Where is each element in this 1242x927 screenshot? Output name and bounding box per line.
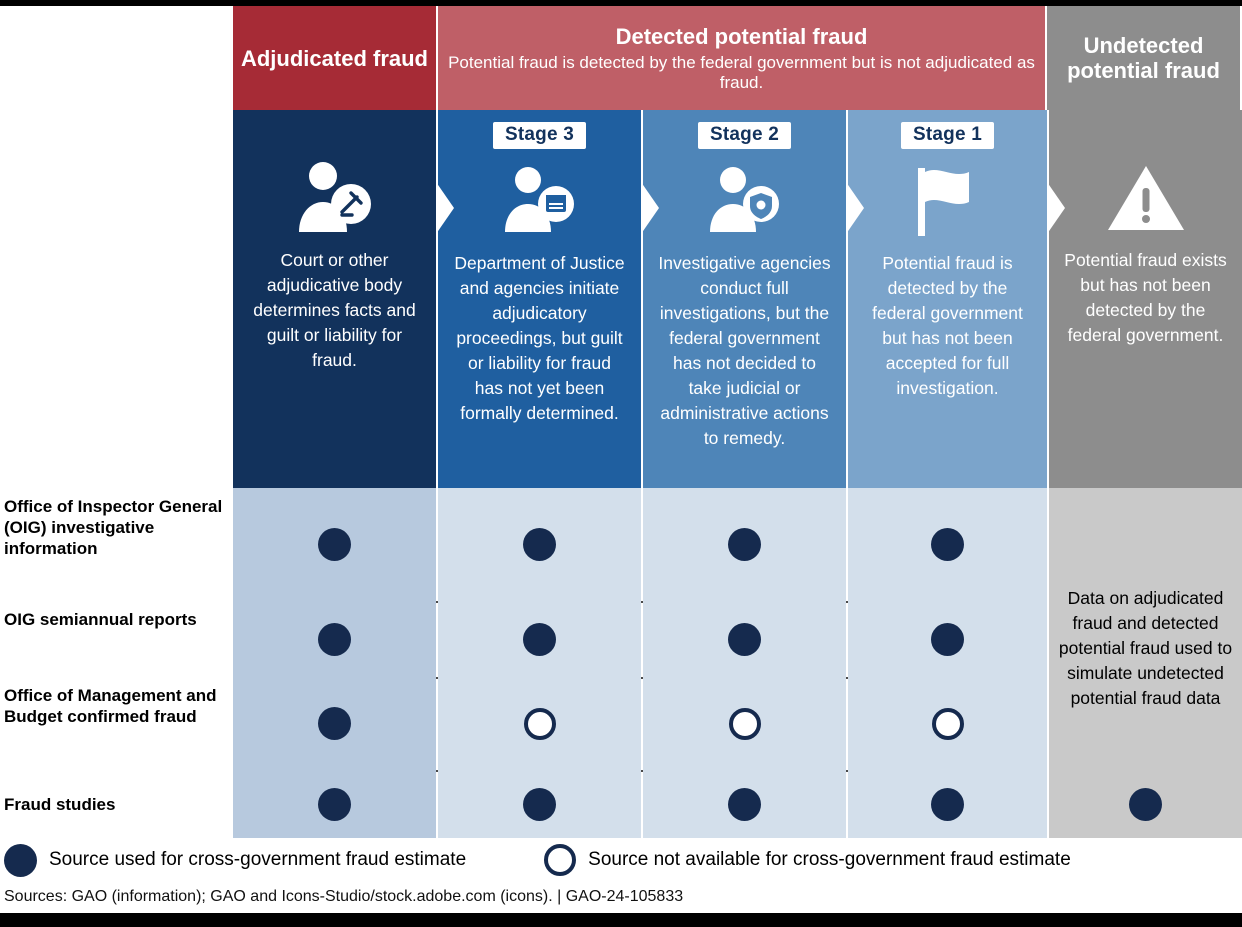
- warning-triangle-icon: [1104, 148, 1188, 248]
- stage-column-stage1: [848, 110, 1047, 488]
- header-adjudicated-fraud: [233, 6, 436, 110]
- open-dot-icon: [544, 844, 576, 876]
- person-shield-icon: [699, 151, 791, 251]
- table-row: [0, 601, 1242, 677]
- stage-description-row: [233, 110, 1242, 488]
- bottom-border-band: [0, 913, 1242, 927]
- header-detected-title: Detected potential fraud: [615, 23, 868, 49]
- filled-dot-icon: [523, 788, 556, 821]
- filled-dot-icon: [318, 623, 351, 656]
- stage-description-undetected: Potential fraud exists but has not been detected by the federal government.: [1064, 250, 1227, 345]
- legend-item-open: [544, 844, 1071, 876]
- matrix-grid: [0, 6, 1242, 906]
- filled-dot-icon: [931, 528, 964, 561]
- filled-dot-icon: [728, 623, 761, 656]
- stage-badge-2: Stage 2: [698, 122, 791, 149]
- cell-omb-undetected: [1049, 677, 1242, 770]
- cell-omb-stage3: [438, 677, 641, 770]
- open-dot-icon: [729, 708, 761, 740]
- cell-omb-stage2: [643, 677, 846, 770]
- cell-oig-semiannual-undetected: [1049, 601, 1242, 677]
- cell-oig-investigative-stage1: [848, 488, 1047, 601]
- row-label-fraud-studies: Fraud studies: [0, 770, 233, 838]
- stage-column-stage3: [438, 110, 641, 488]
- gavel-person-icon: [289, 148, 381, 248]
- cell-oig-semiannual-stage2: [643, 601, 846, 677]
- legend-label-open: Source not available for cross-government fraud estimate: [588, 849, 1071, 870]
- cell-fraud-studies-stage2: [643, 770, 846, 838]
- header-detected-subtitle: Potential fraud is detected by the federal government but is not adjudicated as fraud.: [448, 52, 1035, 92]
- person-document-icon: [494, 151, 586, 251]
- table-row: [0, 488, 1242, 601]
- cell-oig-investigative-undetected: [1049, 488, 1242, 601]
- table-row: [0, 677, 1242, 770]
- stage-badge-3: Stage 3: [493, 122, 586, 149]
- cell-omb-adjudicated: [233, 677, 436, 770]
- cell-fraud-studies-undetected: [1049, 770, 1242, 838]
- row-label-oig-investigative: Office of Inspector General (OIG) investigative information: [0, 488, 233, 601]
- header-undetected-potential-fraud: [1047, 6, 1240, 110]
- cell-oig-investigative-stage2: [643, 488, 846, 601]
- chevron-arrow-icon: [436, 182, 454, 234]
- stage-column-stage2: [643, 110, 846, 488]
- open-dot-icon: [932, 708, 964, 740]
- filled-dot-icon: [4, 844, 37, 877]
- category-header-row: [233, 6, 1242, 110]
- flag-icon: [908, 151, 988, 251]
- stage-column-undetected: [1049, 110, 1242, 488]
- header-adjudicated-title: Adjudicated fraud: [240, 45, 428, 71]
- stage-description-stage2: Investigative agencies conduct full investigations, but the federal government has not decided to take judicial or administrative actions to remedy.: [658, 253, 831, 448]
- data-rows-container: [0, 488, 1242, 838]
- chevron-arrow-icon: [1047, 182, 1065, 234]
- cell-oig-investigative-adjudicated: [233, 488, 436, 601]
- legend-item-filled: [4, 844, 466, 877]
- cell-omb-stage1: [848, 677, 1047, 770]
- stage-badge-1: Stage 1: [901, 122, 994, 149]
- chevron-arrow-icon: [641, 182, 659, 234]
- cell-fraud-studies-adjudicated: [233, 770, 436, 838]
- stage-description-stage1: Potential fraud is detected by the federal government but has not been accepted for full investigation.: [872, 253, 1023, 398]
- legend: [0, 838, 1242, 882]
- filled-dot-icon: [318, 528, 351, 561]
- header-detected-potential-fraud: [438, 6, 1045, 110]
- filled-dot-icon: [318, 707, 351, 740]
- filled-dot-icon: [318, 788, 351, 821]
- cell-oig-investigative-stage3: [438, 488, 641, 601]
- legend-label-filled: Source used for cross-government fraud estimate: [49, 849, 467, 870]
- row-label-oig-semiannual: OIG semiannual reports: [0, 601, 233, 677]
- sources-note: Sources: GAO (information); GAO and Icons-Studio/stock.adobe.com (icons). | GAO-24-105833: [4, 888, 684, 905]
- filled-dot-icon: [1129, 788, 1162, 821]
- cell-oig-semiannual-stage3: [438, 601, 641, 677]
- filled-dot-icon: [728, 528, 761, 561]
- filled-dot-icon: [523, 528, 556, 561]
- filled-dot-icon: [931, 788, 964, 821]
- cell-fraud-studies-stage1: [848, 770, 1047, 838]
- header-undetected-title: Undetected potential fraud: [1067, 33, 1220, 83]
- chevron-arrow-icon: [846, 182, 864, 234]
- undetected-simulation-note: Data on adjudicated fraud and detected potential fraud used to simulate undetected potential fraud data: [1049, 488, 1242, 808]
- row-label-omb-confirmed-fraud: Office of Management and Budget confirmed fraud: [0, 677, 233, 770]
- table-row: [0, 770, 1242, 838]
- stage-column-adjudicated: [233, 110, 436, 488]
- open-dot-icon: [524, 708, 556, 740]
- filled-dot-icon: [931, 623, 964, 656]
- cell-oig-semiannual-stage1: [848, 601, 1047, 677]
- filled-dot-icon: [523, 623, 556, 656]
- stage-description-adjudicated: Court or other adjudicative body determines facts and guilt or liability for fraud.: [253, 250, 416, 370]
- stage-description-stage3: Department of Justice and agencies initiate adjudicatory proceedings, but guilt or liability for fraud has not yet been formally determined.: [454, 253, 625, 423]
- cell-oig-semiannual-adjudicated: [233, 601, 436, 677]
- filled-dot-icon: [728, 788, 761, 821]
- cell-fraud-studies-stage3: [438, 770, 641, 838]
